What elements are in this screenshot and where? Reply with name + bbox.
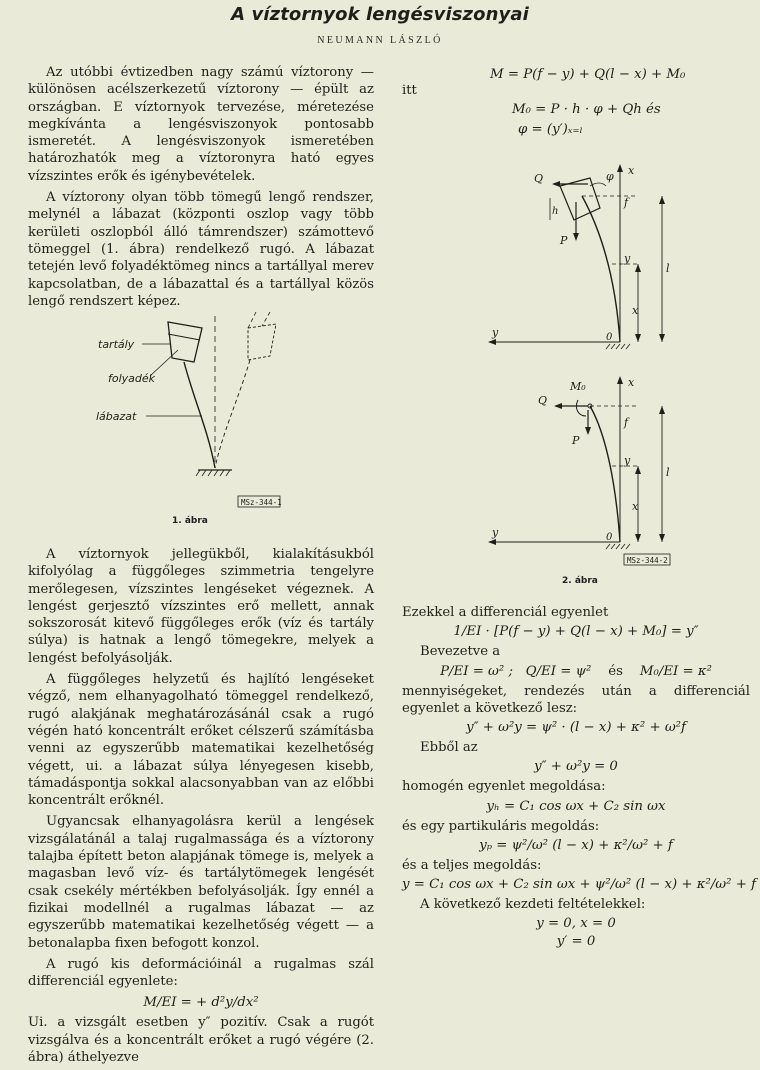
equation-yh: yₕ = C₁ cos ωx + C₂ sin ωx [486, 798, 666, 814]
svg-text:P: P [560, 234, 568, 247]
svg-text:Q: Q [534, 172, 544, 185]
paragraph-8: Ezekkel a differenciál egyenlet [402, 605, 609, 620]
paragraph-3: A víztornyok jellegükből, kialakításukból kifolyólag a függőleges szimmetria tengelyre merőlegesen, vízszintes lengéseket végeznek. A lengést gerjesztő vízszintes erő mellett, annak sokszorosát kitevő függőleges erők (víz és tartály súlya) is hatnak a lengő tömegekre, melyek a lengést befolyásolják. [28, 547, 374, 666]
eq-and: és [608, 663, 623, 679]
svg-text:M₀: M₀ [570, 380, 586, 393]
eq-psi: Q/EI = ψ² [525, 663, 592, 679]
svg-text:P: P [572, 434, 580, 447]
figure-2-stamp: MSz-344-2 [627, 556, 668, 565]
svg-text:l: l [666, 262, 670, 275]
paragraph-14: és a teljes megoldás: [402, 858, 542, 874]
svg-text:x: x [628, 164, 635, 177]
equation-diff: 1/EI · [P(f − y) + Q(l − x) + M₀] = y″ [453, 624, 699, 640]
svg-text:x: x [632, 500, 639, 513]
figure-1-caption: 1. ábra [172, 516, 208, 526]
paragraph-4: A függőleges helyzetű és hajlító lengéseket végző, nem elhanyagolható tömeggel rendelkező, rugó alakjának meghatározásánál csak a rugó végén ható koncentrált erőket célszerű számításba venni az egyszerűbb matematikai kezelhetőség végett, ui. a lábazat súlya lényegesen kisebb, támadáspontja sokkal alacsonyabban van az előbbi koncentrált erőknél. [28, 672, 374, 809]
svg-text:y: y [624, 252, 631, 265]
figure-1 [80, 310, 330, 530]
svg-text:0: 0 [606, 332, 613, 343]
svg-text:l: l [666, 466, 670, 479]
fluid-level [168, 334, 200, 340]
svg-text:φ: φ [606, 170, 614, 183]
paragraph-11: Ebből az [420, 740, 478, 756]
equation-full-diff: y″ + ω²y = ψ² · (l − x) + κ² + ω²f [466, 720, 686, 736]
paragraph-7: Ui. a vizsgált esetben y″ pozitív. Csak a rugót vizsgálva és a koncentrált erőket a rugó végére (2. ábra) áthelyezve [28, 1015, 374, 1066]
word-itt: itt [402, 83, 417, 98]
equation-yp: yₚ = ψ²/ω² (l − x) + κ²/ω² + f [479, 838, 673, 854]
svg-text:y: y [624, 454, 631, 467]
figure-1-diagram [80, 310, 330, 530]
svg-text:x: x [628, 376, 635, 389]
equation-homogeneous: y″ + ω²y = 0 [534, 759, 618, 775]
label-fluid: folyadék [108, 372, 156, 385]
column-mirror [215, 360, 250, 468]
figure-1-stamp: MSz-344-1 [241, 498, 282, 507]
right-column-top [402, 64, 746, 141]
figure-2-caption: 2. ábra [562, 576, 598, 586]
figure-2-lower [488, 376, 670, 565]
base-column [184, 362, 215, 468]
svg-text:Q: Q [538, 394, 548, 407]
svg-text:x: x [632, 304, 639, 317]
svg-text:y: y [492, 326, 499, 339]
paper-title: A víztornyok lengésviszonyai [231, 4, 529, 25]
figure-2-upper [488, 164, 670, 349]
paragraph-15: A következő kezdeti feltételekkel: [420, 897, 646, 913]
svg-text:f: f [624, 196, 629, 209]
eq-omega: P/EI = ω² ; [440, 663, 513, 679]
author-name: NEUMANN LÁSZLÓ [317, 35, 443, 46]
right-column-body [402, 604, 756, 952]
label-tank: tartály [98, 338, 135, 351]
paragraph-2: A víztorony olyan több tömegű lengő rendszer, melynél a lábazat (központi oszlop vagy több kerületi oszlopból álló támrendszer) számottevő tömeggel (1. ábra) rendelkező rugó. A lábazat tetején levő folyadéktömeg nincs a tartállyal merev kapcsolatban, de a lábazattal és a tartállyal közös lengő rendszert képez. [28, 190, 374, 309]
paragraph-13: és egy partikuláris megoldás: [402, 818, 600, 834]
tank-shape [168, 322, 202, 362]
equation-initial-2: y′ = 0 [556, 933, 596, 949]
label-base: lábazat [96, 410, 137, 423]
tank-mirror [248, 324, 276, 360]
equation-initial-1: y = 0, x = 0 [536, 915, 616, 931]
equation-general: y = C₁ cos ωx + C₂ sin ωx + ψ²/ω² (l − x) + κ²/ω² + f [402, 877, 756, 893]
ground-hatch [196, 470, 230, 476]
equation-substitutions [402, 663, 750, 681]
paragraph-9: Bevezetve a [420, 644, 501, 660]
paragraph-6: A rugó kis deformációinál a rugalmas szál differenciál egyenlete: [28, 956, 374, 990]
eq-kappa: M₀/EI = κ² [639, 663, 712, 679]
paragraph-10: mennyiségeket, rendezés után a differenciál egyenlet a következő lesz: [402, 683, 750, 716]
equation-phi: φ = (y′)ₓ₌ₗ [518, 122, 583, 138]
figure-2 [478, 164, 748, 594]
svg-text:0: 0 [606, 532, 613, 543]
equation-m0: M₀ = P · h · φ + Qh és [512, 102, 661, 118]
figure-2-diagram [478, 164, 748, 594]
svg-text:f: f [624, 416, 629, 429]
left-column-body [28, 546, 374, 1070]
paragraph-1: Az utóbbi évtizedben nagy számú víztorony — különösen acélszerkezetű víztorony — épült az országban. E víztornyok tervezése, méretezése megkívánta a lengésviszonyok pontosabb ismeretét. A lengésviszonyok ismeretében határozhatók meg a víztoronyra ható egyes vízszintes erők és igénybevételek. [28, 65, 374, 184]
equation-curvature: M/EI = + d²y/dx² [143, 995, 259, 1011]
equation-moment: M = P(f − y) + Q(l − x) + M₀ [490, 67, 686, 82]
svg-text:h: h [552, 206, 559, 217]
paragraph-5: Ugyancsak elhanyagolásra kerül a lengések vizsgálatánál a talaj rugalmassága és a víztorony talajba épített beton alapjának tömege is, melyek a magasban levő víz- és tartálytömegek lengését csak csekély mértékben befolyásolják. Így ennél a fizikai modellnél a rugalmas lábazat — az egyszerűbb matematikai kezelhetőség végett — a betonalapba fixen befogott konzol. [28, 814, 374, 951]
paragraph-12: homogén egyenlet megoldása: [402, 779, 606, 795]
left-column-intro [28, 64, 374, 314]
svg-text:y: y [492, 526, 499, 539]
